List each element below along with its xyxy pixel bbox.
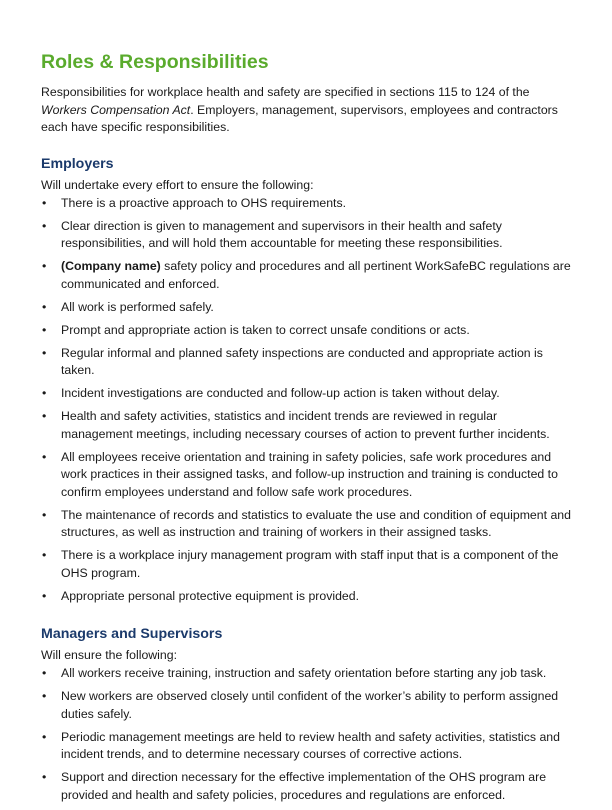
act-name: Workers Compensation Act: [41, 102, 191, 117]
employers-lead: Will undertake every effort to ensure the following:: [41, 177, 314, 192]
bullet-icon: •: [42, 195, 47, 210]
bullet-icon: •: [42, 259, 47, 273]
employers-section: [41, 155, 571, 606]
bullet-icon: •: [42, 218, 47, 233]
bullet-icon: •: [42, 689, 47, 703]
managers-list: [41, 665, 571, 804]
list-item: • Prompt and appropriate action is taken to correct unsafe conditions or acts.: [41, 322, 571, 340]
list-item: • Clear direction is given to management and supervisors in their health and safety responsibilities, and will hold them accountable for meeting these responsibilities.: [42, 218, 503, 250]
bullet-icon: •: [42, 588, 47, 603]
document-page: [41, 50, 571, 810]
list-item: • Regular informal and planned safety inspections are conducted and appropriate action is taken.: [42, 345, 543, 377]
list-item: • Incident investigations are conducted and follow-up action is taken without delay.: [41, 385, 571, 403]
list-item: • There is a workplace injury management program with staff input that is a component of the OHS program.: [42, 548, 559, 580]
bullet-icon: •: [42, 409, 47, 423]
intro-text: Responsibilities for workplace health and safety are specified in sections 115 to 124 of the: [41, 85, 530, 99]
managers-section: [41, 625, 571, 804]
bullet-icon: •: [42, 322, 47, 337]
list-item: • Periodic management meetings are held to review health and safety activities, statistics and incident trends, and to determine necessary courses of corrective actions.: [42, 729, 560, 761]
company-name-placeholder: (Company name): [61, 259, 161, 273]
bullet-icon: •: [42, 548, 47, 562]
bullet-icon: •: [42, 666, 47, 680]
employers-list: [41, 195, 571, 606]
managers-lead: Will ensure the following:: [41, 648, 178, 662]
list-item: • (Company name) safety policy and procedures and all pertinent WorkSafeBC regulations are communicated and enforced.: [42, 259, 571, 291]
bullet-icon: •: [42, 729, 47, 744]
intro-paragraph: [41, 84, 571, 137]
list-item: • Support and direction necessary for the effective implementation of the OHS program are provided and health and safety policies, procedures and regulations are enforced.: [42, 770, 547, 802]
intro-text-continued: . Employers, management, supervisors, employees and contractors each have specific responsibilities.: [41, 102, 558, 134]
list-item: • All work is performed safely.: [41, 299, 571, 317]
bullet-icon: •: [42, 345, 47, 360]
employers-heading: Employers: [41, 155, 114, 172]
bullet-icon: •: [42, 386, 47, 400]
page-title: Roles & Responsibilities: [41, 51, 269, 73]
bullet-icon: •: [42, 299, 47, 314]
list-item: • Health and safety activities, statistics and incident trends are reviewed in regular management meetings, including necessary courses of action to prevent further incidents.: [42, 409, 550, 441]
list-item: • New workers are observed closely until confident of the worker’s ability to perform assigned duties safely.: [42, 689, 559, 721]
bullet-icon: •: [42, 770, 47, 784]
list-item: • All employees receive orientation and training in safety policies, safe work procedures and work practices in their assigned tasks, and follow-up instruction and training is conducted to confirm employees understand and follow safe work procedures.: [42, 449, 558, 499]
list-item: • All workers receive training, instruction and safety orientation before starting any job task.: [41, 665, 571, 683]
bullet-icon: •: [42, 449, 47, 464]
bullet-icon: •: [42, 507, 47, 522]
list-item: • Appropriate personal protective equipment is provided.: [41, 588, 571, 606]
list-item: • The maintenance of records and statistics to evaluate the use and condition of equipment and structures, as well as instruction and training of workers in their assigned tasks.: [42, 507, 571, 539]
managers-heading: Managers and Supervisors: [41, 626, 223, 642]
list-item: • There is a proactive approach to OHS requirements.: [41, 195, 571, 213]
